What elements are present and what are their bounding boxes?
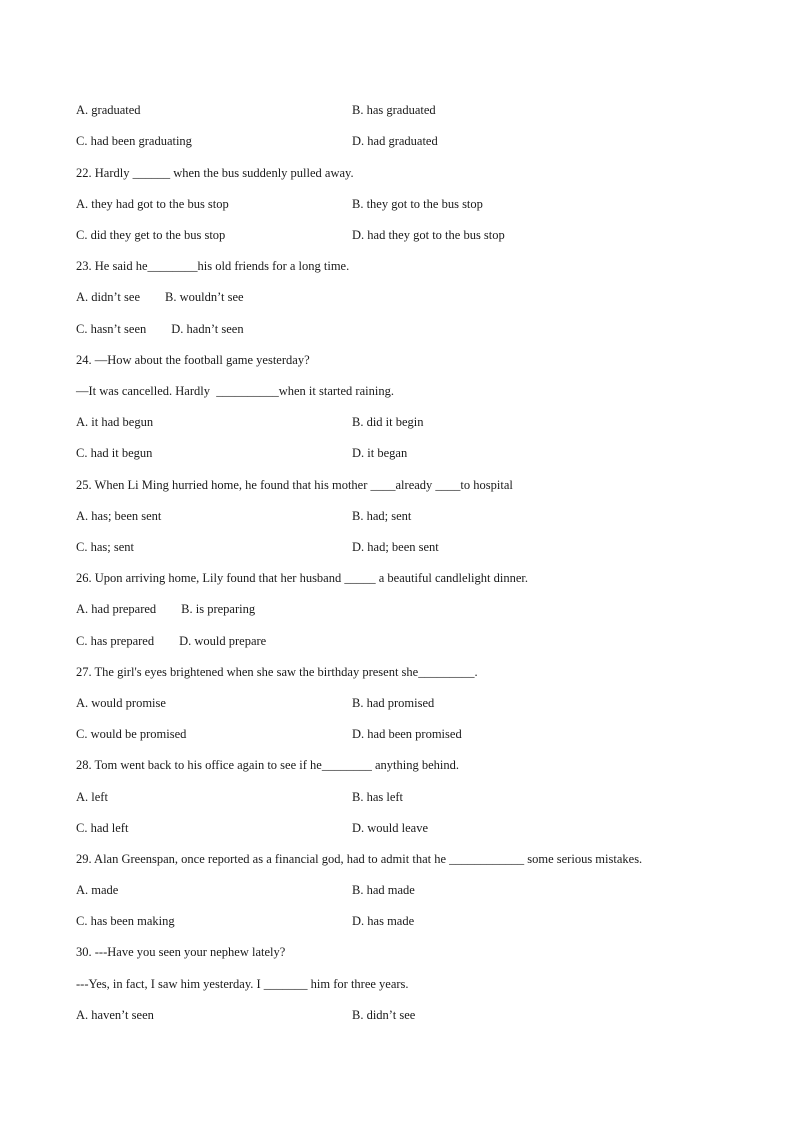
q25-stem: 25. When Li Ming hurried home, he found that his mother ____already ____to hospital <box>76 478 513 492</box>
q28-option-b: B. has left <box>352 790 404 804</box>
q21-option-b: B. has graduated <box>352 103 436 117</box>
q23-stem: 23. He said he________his old friends for a long time. <box>76 259 350 273</box>
q24-option-c: C. had it begun <box>76 446 153 460</box>
q25-option-d: D. had; been sent <box>352 540 439 554</box>
q28-option-a: A. left <box>76 790 108 804</box>
q25-option-a: A. has; been sent <box>76 509 162 523</box>
q26-options-cd: C. has prepared D. would prepare <box>76 634 267 648</box>
q30-stem: 30. ---Have you seen your nephew lately? <box>76 945 286 959</box>
q23-options-ab: A. didn’t see B. wouldn’t see <box>76 290 244 304</box>
q28-option-c: C. had left <box>76 821 129 835</box>
q27-option-a: A. would promise <box>76 696 166 710</box>
q27-option-b: B. had promised <box>352 696 435 710</box>
q26-stem: 26. Upon arriving home, Lily found that her husband _____ a beautiful candlelight dinner. <box>76 571 528 585</box>
q21-option-d: D. had graduated <box>352 134 438 148</box>
q27-option-d: D. had been promised <box>352 727 462 741</box>
q24-option-b: B. did it begin <box>352 415 424 429</box>
q25-option-b: B. had; sent <box>352 509 412 523</box>
q25-option-c: C. has; sent <box>76 540 134 554</box>
q21-option-c: C. had been graduating <box>76 134 192 148</box>
q29-option-b: B. had made <box>352 883 415 897</box>
q28-stem: 28. Tom went back to his office again to see if he________ anything behind. <box>76 758 459 772</box>
q22-stem: 22. Hardly ______ when the bus suddenly pulled away. <box>76 166 354 180</box>
q28-option-d: D. would leave <box>352 821 429 835</box>
q22-option-b: B. they got to the bus stop <box>352 197 483 211</box>
q24-stem: 24. —How about the football game yesterday? <box>76 353 310 367</box>
q24-option-a: A. it had begun <box>76 415 154 429</box>
q24-option-d: D. it began <box>352 446 408 460</box>
q30-option-b: B. didn’t see <box>352 1008 416 1022</box>
q22-option-a: A. they had got to the bus stop <box>76 197 229 211</box>
q22-option-d: D. had they got to the bus stop <box>352 228 505 242</box>
q29-stem: 29. Alan Greenspan, once reported as a financial god, had to admit that he ____________ some serious mistakes. <box>76 852 643 866</box>
q24-stem-continued: —It was cancelled. Hardly __________when it started raining. <box>76 384 394 398</box>
q30-stem-continued: ---Yes, in fact, I saw him yesterday. I _______ him for three years. <box>76 977 409 991</box>
q23-options-cd: C. hasn’t seen D. hadn’t seen <box>76 322 244 336</box>
q29-option-c: C. has been making <box>76 914 175 928</box>
q21-option-a: A. graduated <box>76 103 141 117</box>
q27-option-c: C. would be promised <box>76 727 187 741</box>
q22-option-c: C. did they get to the bus stop <box>76 228 226 242</box>
q26-options-ab: A. had prepared B. is preparing <box>76 602 256 616</box>
q27-stem: 27. The girl's eyes brightened when she saw the birthday present she_________. <box>76 665 478 679</box>
q29-option-a: A. made <box>76 883 119 897</box>
q29-option-d: D. has made <box>352 914 415 928</box>
q30-option-a: A. haven’t seen <box>76 1008 154 1022</box>
